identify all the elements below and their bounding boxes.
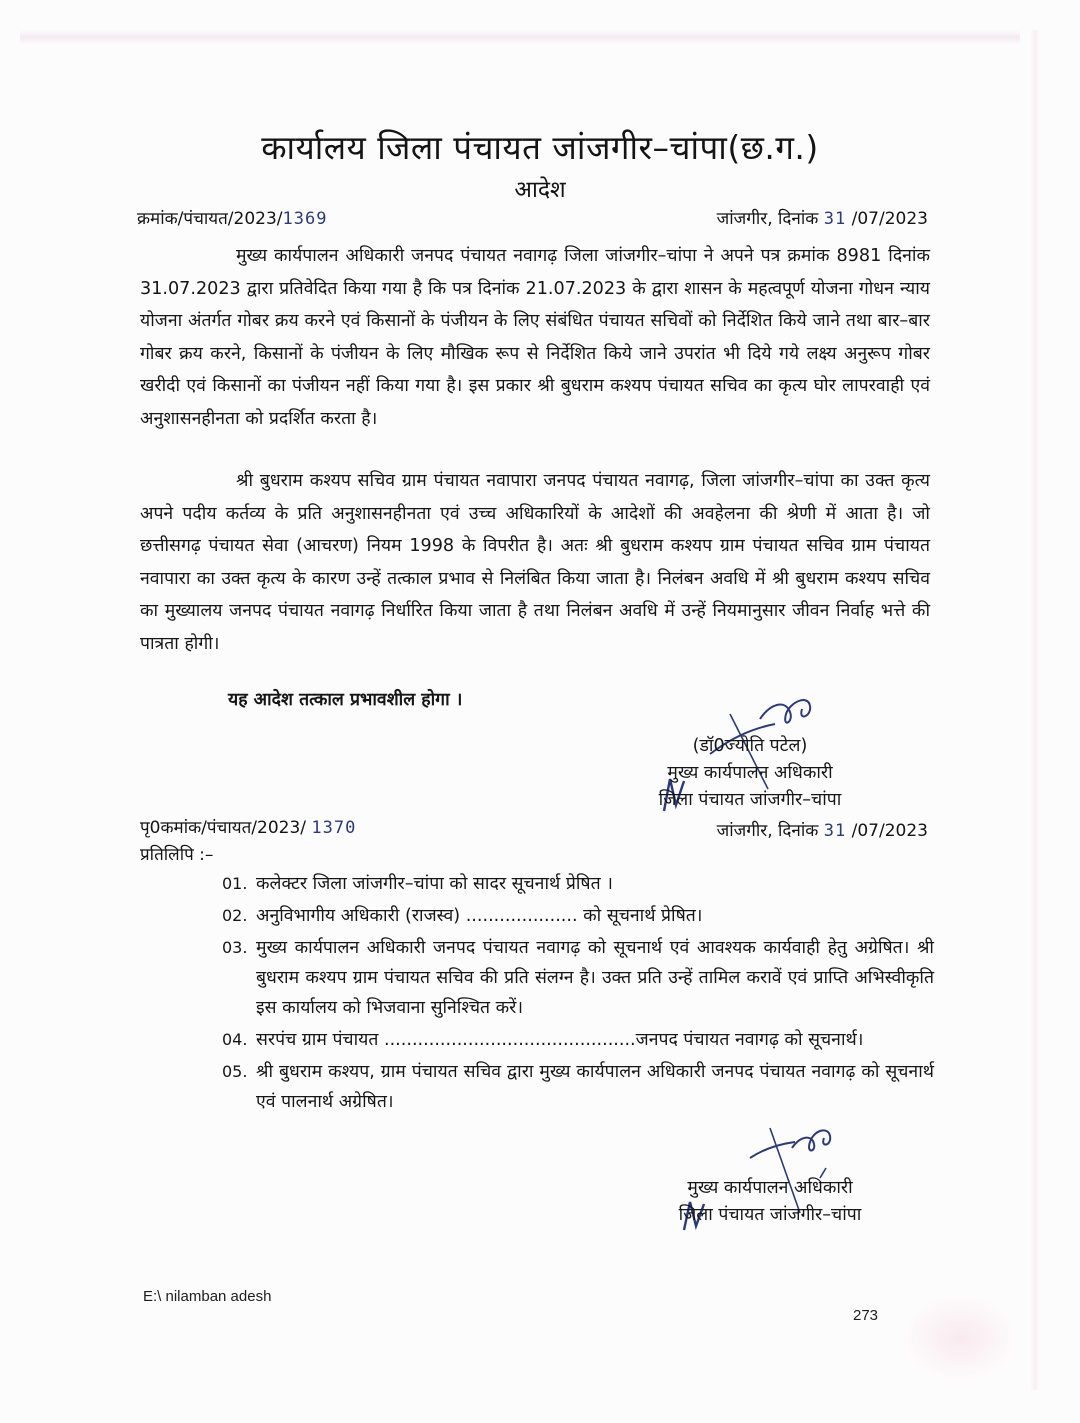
copy-item-number: 05. [222, 1062, 248, 1081]
copy-item-number: 02. [222, 906, 248, 925]
copy-label: प्रतिलिपि :– [140, 845, 214, 865]
copy-item-text: कलेक्टर जिला जांजगीर–चांपा को सादर सूचनार्थ प्रेषित । [256, 874, 613, 894]
order-date [717, 206, 928, 229]
copy-item [222, 901, 934, 931]
signatory-name: (डॉ0ज्योति पटेल) [692, 736, 808, 756]
order-date-prefix: जांजगीर, दिनांक [716, 209, 819, 229]
office-title: कार्यालय जिला पंचायत जांजगीर–चांपा(छ.ग.) [261, 128, 819, 167]
copy-item-text: मुख्य कार्यपालन अधिकारी जनपद पंचायत नवागढ़ को सूचनार्थ एवं आवश्यक कार्यवाही हेतु अग्रेषित। श्री बुधराम कश्यप ग्राम पंचायत सचिव की प्रति संलग्न है। उक्त प्रति उन्हें तामिल करावें एवं प्राप्ति अभिस्वीकृति इस कार्यालय को भिजवाना सुनिश्चित करें। [256, 938, 934, 1018]
copy-date-prefix: जांजगीर, दिनांक [716, 821, 819, 841]
copy-item [222, 933, 934, 1023]
scan-artifact-top [20, 30, 1020, 44]
copy-item-text: सरपंच ग्राम पंचायत .............................................जनपद पंचायत नवागढ़ को सूचनार्थ। [256, 1030, 864, 1050]
copy-item [222, 1057, 934, 1117]
signatory-office-2: जिला पंचायत जांजगीर–चांपा [678, 1205, 862, 1225]
copy-date-day: 31 [823, 821, 847, 841]
signature-block-2 [620, 1175, 920, 1229]
copy-item-number: 04. [222, 1030, 248, 1049]
copy-reference-number: 1370 [311, 818, 357, 838]
copy-date-rest: /07/2023 [851, 821, 928, 841]
copy-item-text: श्री बुधराम कश्यप, ग्राम पंचायत सचिव द्वारा मुख्य कार्यपालन अधिकारी जनपद पंचायत नवागढ़ को सूचनार्थ एवं पालनार्थ अग्रेषित। [256, 1062, 934, 1112]
signatory-designation: मुख्य कार्यपालन अधिकारी [667, 763, 833, 783]
page-number: 273 [853, 1307, 879, 1324]
copy-item [222, 1025, 934, 1055]
order-effective-line: यह आदेश तत्काल प्रभावशील होगा । [228, 690, 463, 710]
copy-item-text: अनुविभागीय अधिकारी (राजस्व) .................... को सूचनार्थ प्रेषित। [256, 906, 703, 926]
copy-item [222, 869, 934, 899]
copy-item-number: 03. [222, 938, 248, 957]
scan-artifact-right [1030, 30, 1040, 1390]
signatory-designation-2: मुख्य कार्यपालन अधिकारी [687, 1178, 853, 1198]
body-paragraph-1: मुख्य कार्यपालन अधिकारी जनपद पंचायत नवागढ़ जिला जांजगीर–चांपा ने अपने पत्र क्रमांक 8981 दिनांक 31.07.2023 द्वारा प्रतिवेदित किया गया है कि पत्र दिनांक 21.07.2023 के द्वारा शासन के महत्वपूर्ण योजना गोधन न्याय योजना अंतर्गत गोबर क्रय करने एवं किसानों के पंजीयन के लिए संबंधित पंचायत सचिवों को निर्देशित किये जाने तथा बार–बार गोबर क्रय करने, किसानों के पंजीयन के लिए मौखिक रूप से निर्देशित किये जाने उपरांत भी दिये गये लक्ष्य अनुरूप गोबर खरीदी एवं किसानों का पंजीयन नहीं किया गया है। इस प्रकार श्री बुधराम कश्यप पंचायत सचिव का कृत्य घोर लापरवाही एवं अनुशासनहीनता को प्रदर्शित करता है। [140, 246, 930, 429]
order-reference-number: 1369 [282, 209, 328, 229]
signatory-office: जिला पंचायत जांजगीर–चांपा [658, 790, 842, 810]
order-heading: आदेश [514, 177, 566, 203]
body-paragraph-2: श्री बुधराम कश्यप सचिव ग्राम पंचायत नवापारा जनपद पंचायत नवागढ़, जिला जांजगीर–चांपा का उक्त कृत्य अपने पदीय कर्तव्य के प्रति अनुशासनहीनता एवं उच्च अधिकारियों के आदेशों की अवहेलना की श्रेणी में आता है। जो छत्तीसगढ़ पंचायत सेवा (आचरण) नियम 1998 के विपरीत है। अतः श्री बुधराम कश्यप ग्राम पंचायत सचिव ग्राम पंचायत नवापारा का उक्त कृत्य के कारण उन्हें तत्काल प्रभाव से निलंबित किया जाता है। निलंबन अवधि में श्री बुधराम कश्यप सचिव का मुख्यालय जनपद पंचायत नवागढ़ निर्धारित किया जाता है तथा निलंबन अवधि में उन्हें नियमानुसार जीवन निर्वाह भत्ते की पात्रता होगी। [140, 471, 930, 654]
order-reference-prefix: क्रमांक/पंचायत/2023/ [137, 209, 283, 229]
order-date-day: 31 [823, 209, 847, 229]
copy-date [717, 818, 928, 841]
order-date-rest: /07/2023 [851, 209, 928, 229]
copy-list [222, 869, 934, 1119]
copy-item-number: 01. [222, 874, 248, 893]
copy-reference [140, 815, 356, 838]
signature-block-1 [600, 733, 900, 814]
order-reference [137, 206, 327, 229]
footer-file-path: E:\ nilamban adesh [143, 1288, 272, 1305]
copy-reference-prefix: पृ0कमांक/पंचायत/2023/ [140, 818, 307, 838]
scan-artifact-corner [900, 1293, 1020, 1383]
